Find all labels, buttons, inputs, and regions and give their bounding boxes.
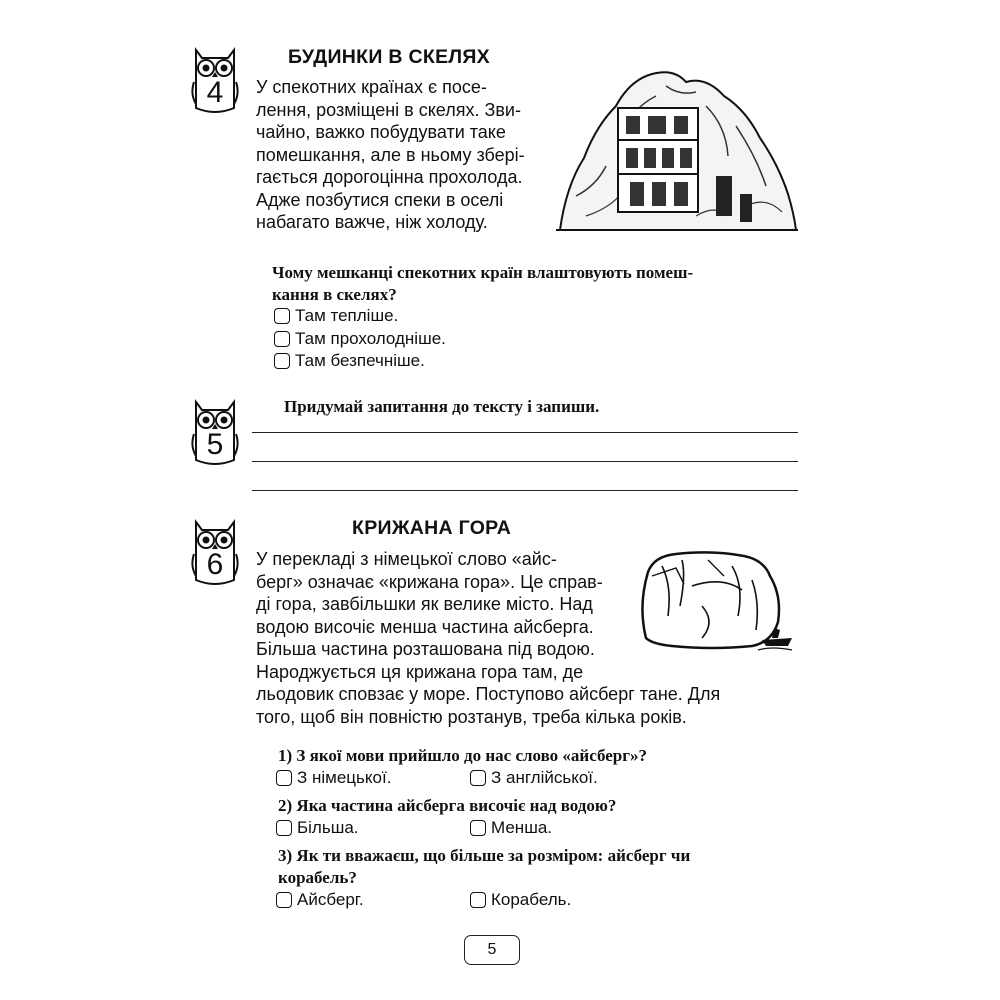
page-number-label: 5 [487,941,497,958]
text-line: помешкання, але в ньому зберi- [256,144,525,165]
answer-line[interactable] [252,461,798,462]
question-line: 3) Як ти вважаєш, що більше за розміром: айсберг чи [278,846,691,865]
owl-icon [188,518,242,588]
task6-question-3 [278,845,818,889]
task6-question-2: 2) Яка частина айсберга височіє над водою? [278,796,617,815]
task4-question [272,262,812,306]
checkbox[interactable] [274,353,290,369]
task6-q2-option[interactable] [470,818,552,838]
cliff-dwelling-illustration [556,66,798,236]
option-label: Там тепліше. [295,306,399,325]
text-line: гається дорогоцінна прохолода. [256,167,523,187]
page-number [464,935,520,965]
owl-icon [188,46,242,116]
task-number: 4 [206,76,224,109]
task6-title: КРИЖАНА ГОРА [352,517,512,539]
checkbox[interactable] [470,820,486,836]
text-line: Народжується ця крижана гора там, де [256,661,584,682]
question-line: Чому мешканці спекотних країн влаштовують помеш- [272,263,694,282]
checkbox[interactable] [276,892,292,908]
task6-q3-option[interactable] [470,890,571,910]
text-line: Більша частина розташована під водою. [256,639,595,659]
text-line: чайно, важко побудувати таке [256,122,506,142]
text-line: У перекладі з німецької слово «айс- [256,549,557,569]
task4-text [256,76,556,234]
option-label: З німецької. [297,768,392,787]
option-label: Менша. [491,818,553,837]
option-label: Корабель. [491,890,572,909]
text-line: водою височіє менша частина айсберга. [256,616,594,637]
iceberg-with-ship-illustration [632,546,800,660]
task4-title: БУДИНКИ В СКЕЛЯХ [288,46,490,68]
text-line: У спекотних країнах є посе- [256,77,487,97]
checkbox[interactable] [274,308,290,324]
text-line: берг» означає «крижана гора». Це справ- [256,571,603,592]
option-label: Більша. [297,818,359,837]
checkbox[interactable] [276,770,292,786]
task6-q1-option[interactable] [276,768,391,788]
checkbox[interactable] [470,770,486,786]
task6-q1-option[interactable] [470,768,598,788]
task-number: 5 [206,428,224,461]
text-line: льодовик сповзає у море. Поступово айсберг тане. Для [256,684,721,704]
task4-option[interactable] [274,306,398,326]
task4-option[interactable] [274,351,425,371]
question-line: корабель? [278,868,357,887]
text-line: лення, розміщені в скелях. Зви- [256,99,521,120]
task6-question-1: 1) З якої мови прийшло до нас слово «айсберг»? [278,746,647,765]
checkbox[interactable] [470,892,486,908]
owl-icon [188,398,242,468]
task5-prompt: Придумай запитання до тексту і запиши. [284,397,600,416]
answer-line[interactable] [252,490,798,491]
text-line: набагато важче, ніж холоду. [256,212,488,232]
option-label: З англійської. [491,768,598,787]
task-number: 6 [206,548,224,581]
answer-line[interactable] [252,432,798,433]
text-line: того, щоб він повністю розтанув, треба кілька років. [256,706,687,727]
option-label: Там безпечніше. [295,351,425,370]
option-label: Там прохолодніше. [295,329,446,348]
task6-q2-option[interactable] [276,818,359,838]
checkbox[interactable] [274,331,290,347]
text-line: ді гора, завбільшки як велике місто. Над [256,594,593,614]
task6-q3-option[interactable] [276,890,364,910]
task4-option[interactable] [274,329,446,349]
option-label: Айсберг. [297,890,364,909]
text-line: Адже позбутися спеки в оселі [256,189,504,210]
question-line: кання в скелях? [272,285,397,304]
checkbox[interactable] [276,820,292,836]
